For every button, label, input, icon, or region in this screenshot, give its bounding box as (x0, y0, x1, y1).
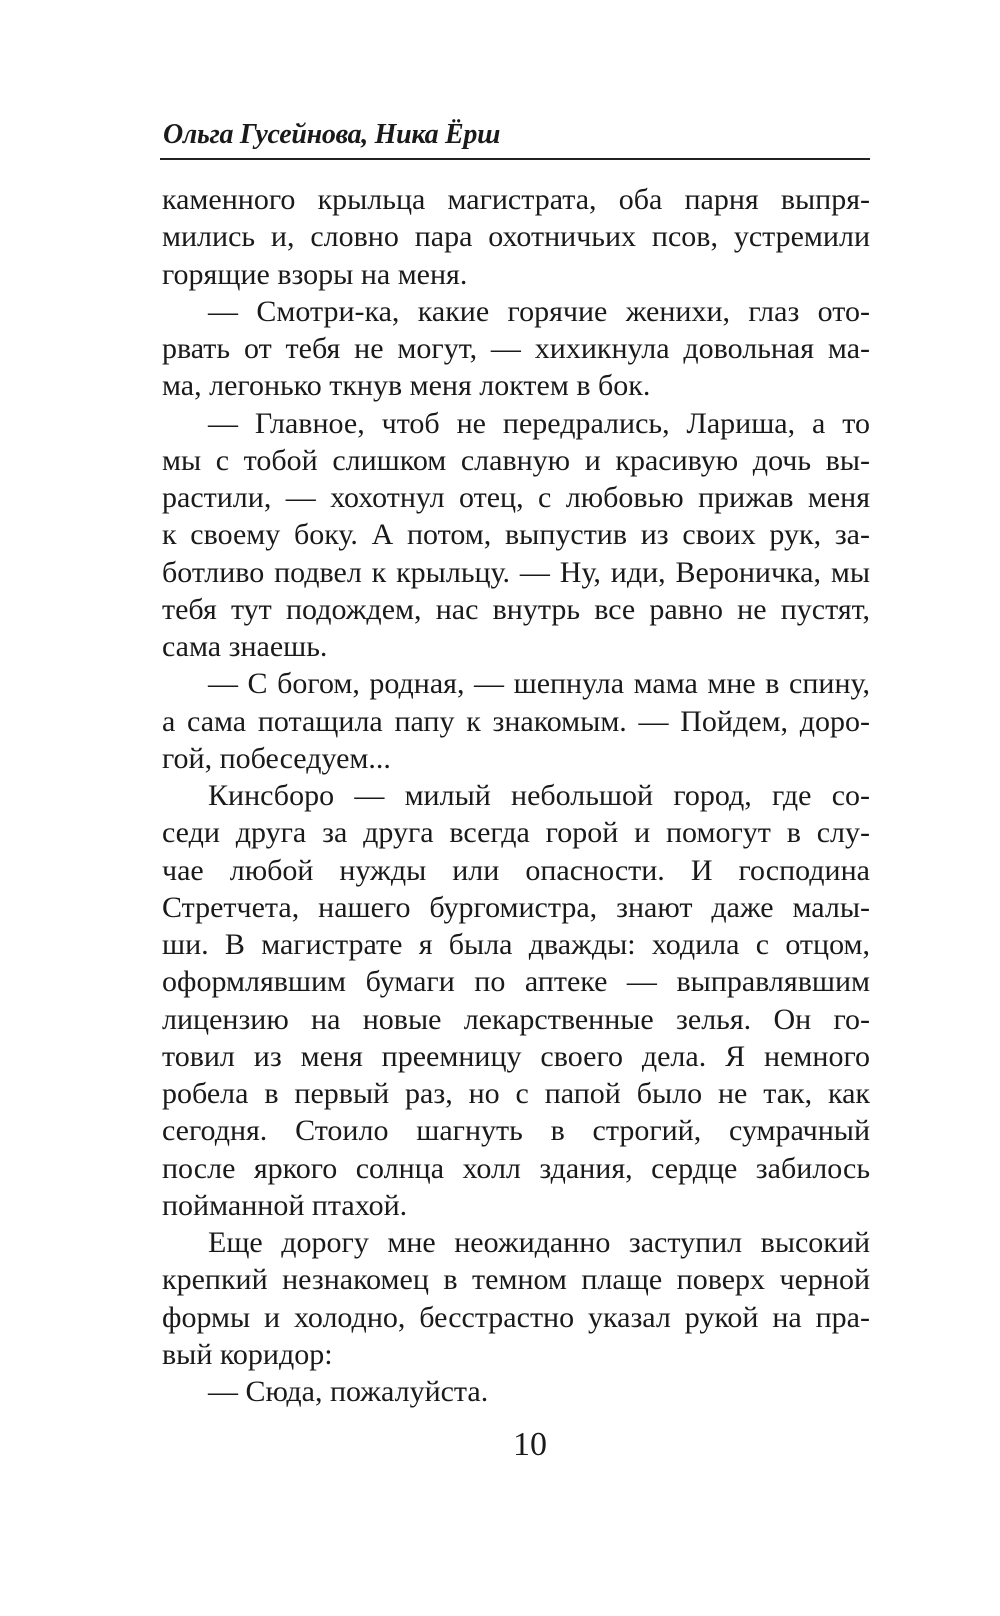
text-line: каменного крыльца магистрата, оба парня выпря- (162, 183, 870, 216)
text-line: лицензию на новые лекарственные зелья. Он го- (162, 1002, 870, 1036)
text-line: — Главное, чтоб не передрались, Лариша, а то (208, 406, 870, 440)
text-line: — Сюда, пожалуйста. (208, 1375, 489, 1408)
header-rule (160, 158, 870, 160)
text-line: мы с тобой слишком славную и красивую дочь вы- (162, 443, 870, 477)
text-line: рвать от тебя не могут, — хихикнула довольная ма- (162, 332, 870, 365)
text-line: а сама потащила папу к знакомым. — Пойдем, доро- (162, 704, 870, 738)
text-line: — С богом, родная, — шепнула мама мне в спину, (208, 667, 870, 701)
text-line: вый коридор: (162, 1337, 333, 1371)
text-line: горящие взоры на меня. (162, 257, 468, 291)
running-head-authors: Ольга Гусейнова, Ника Ёрш (163, 119, 501, 150)
text-line: формы и холодно, бесстрастно указал рукой на пра- (162, 1300, 870, 1334)
text-line: растили, — хохотнул отец, с любовью прижав меня (162, 481, 870, 514)
text-line: Стретчета, нашего бургомистра, знают даже малы- (162, 890, 870, 924)
text-line: пойманной птахой. (162, 1188, 408, 1222)
text-line: гой, побеседуем... (162, 741, 391, 775)
text-line: — Смотри-ка, какие горячие женихи, глаз ото- (208, 294, 870, 328)
text-line: чае любой нужды или опасности. И господина (162, 853, 870, 887)
text-line: ма, легонько ткнув меня локтем в бок. (162, 369, 651, 403)
body-text (162, 181, 870, 1410)
text-line: сама знаешь. (162, 630, 328, 663)
text-line: тебя тут подождем, нас внутрь все равно не пустят, (162, 592, 870, 626)
text-line: после яркого солнца холл здания, сердце забилось (162, 1151, 870, 1185)
page-number: 10 (513, 1426, 547, 1463)
text-line: к своему боку. А потом, выпустив из своих рук, за- (162, 518, 870, 552)
text-line: робела в первый раз, но с папой было не так, как (162, 1077, 870, 1110)
text-line: мились и, словно пара охотничьих псов, устремили (162, 220, 870, 254)
text-line: сегодня. Стоило шагнуть в строгий, сумрачный (162, 1114, 870, 1148)
text-line: седи друга за друга всегда горой и помогут в слу- (162, 816, 870, 850)
text-line: крепкий незнакомец в темном плаще поверх черной (162, 1263, 870, 1297)
text-line: ботливо подвел к крыльцу. — Ну, иди, Вероничка, мы (162, 555, 870, 589)
text-line: оформлявшим бумаги по аптеке — выправлявшим (162, 965, 870, 999)
text-line: Еще дорогу мне неожиданно заступил высокий (208, 1226, 870, 1259)
text-line: товил из меня преемницу своего дела. Я немного (162, 1039, 870, 1073)
text-line: ши. В магистрате я была дважды: ходила с отцом, (162, 928, 870, 961)
text-line: Кинсборо — милый небольшой город, где со- (208, 779, 870, 812)
